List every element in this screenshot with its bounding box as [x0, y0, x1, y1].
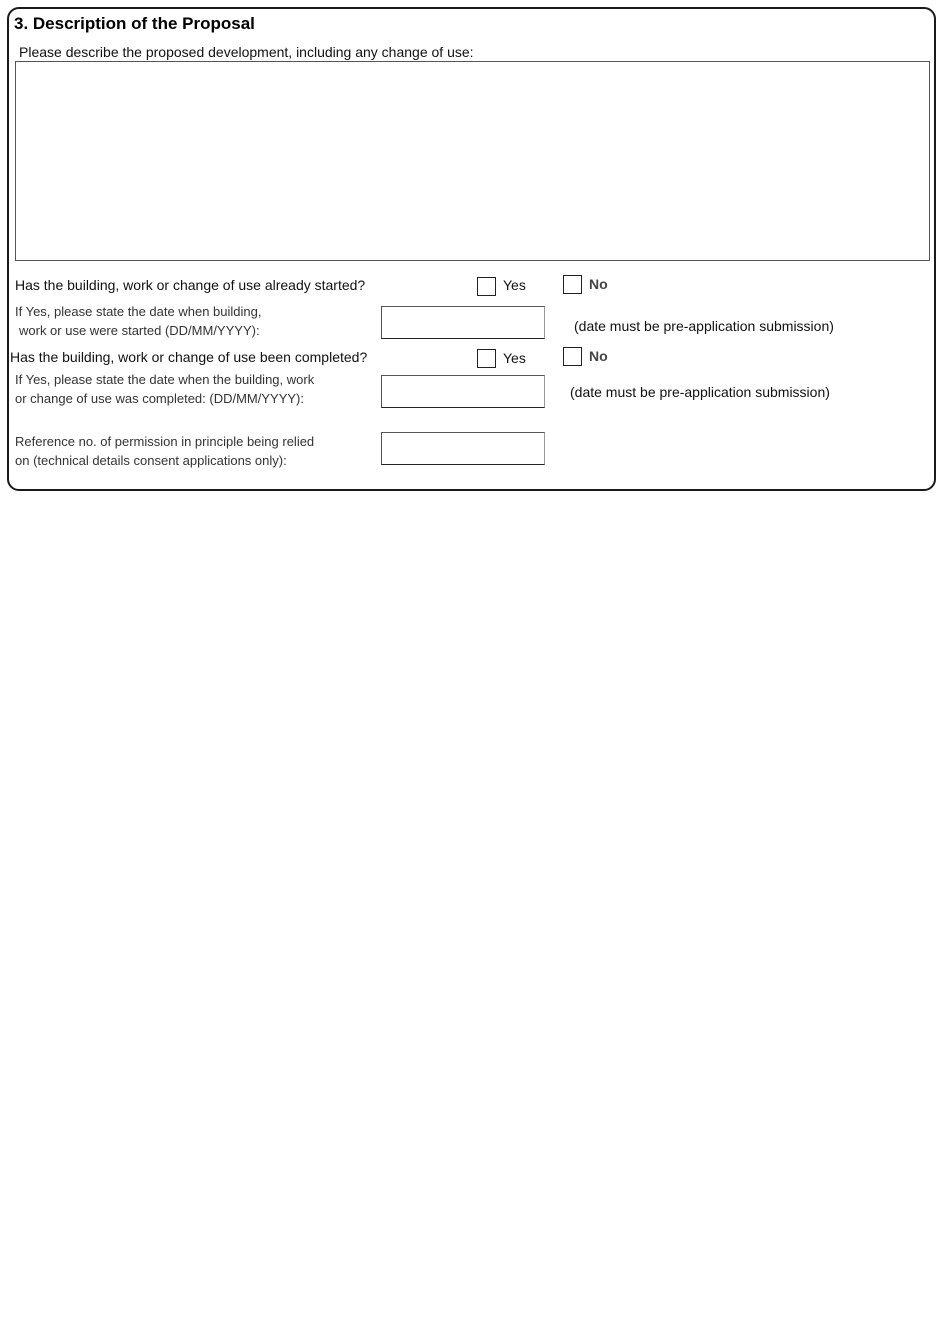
completed-date-note: (date must be pre-application submission) [570, 384, 830, 400]
started-date-prompt-line2: work or use were started (DD/MM/YYYY): [19, 323, 260, 338]
reference-prompt-line2: on (technical details consent applications only): [15, 453, 287, 468]
started-yes-label: Yes [503, 277, 526, 293]
completed-question: Has the building, work or change of use been completed? [10, 349, 368, 365]
started-no-label: No [589, 276, 608, 292]
completed-date-prompt-line1: If Yes, please state the date when the building, work [15, 372, 315, 387]
started-date-input[interactable] [381, 306, 545, 339]
started-date-note: (date must be pre-application submission) [574, 318, 834, 334]
started-date-prompt [15, 302, 365, 340]
started-date-prompt-line1: If Yes, please state the date when building, [15, 304, 262, 319]
section-title: 3. Description of the Proposal [14, 14, 255, 33]
completed-no-checkbox[interactable] [563, 347, 582, 366]
description-textarea[interactable] [15, 61, 930, 261]
completed-date-prompt-line2: or change of use was completed: (DD/MM/YYYY): [15, 391, 305, 406]
started-question: Has the building, work or change of use already started? [15, 277, 366, 293]
completed-yes-checkbox[interactable] [477, 349, 496, 368]
completed-no-label: No [589, 348, 608, 364]
reference-prompt [15, 432, 375, 470]
reference-prompt-line1: Reference no. of permission in principle being relied [15, 434, 315, 449]
reference-input[interactable] [381, 432, 545, 465]
completed-date-input[interactable] [381, 375, 545, 408]
started-no-checkbox[interactable] [563, 275, 582, 294]
completed-date-prompt [15, 370, 375, 408]
started-yes-checkbox[interactable] [477, 277, 496, 296]
completed-yes-label: Yes [503, 350, 526, 366]
description-prompt: Please describe the proposed development, including any change of use: [19, 44, 474, 60]
